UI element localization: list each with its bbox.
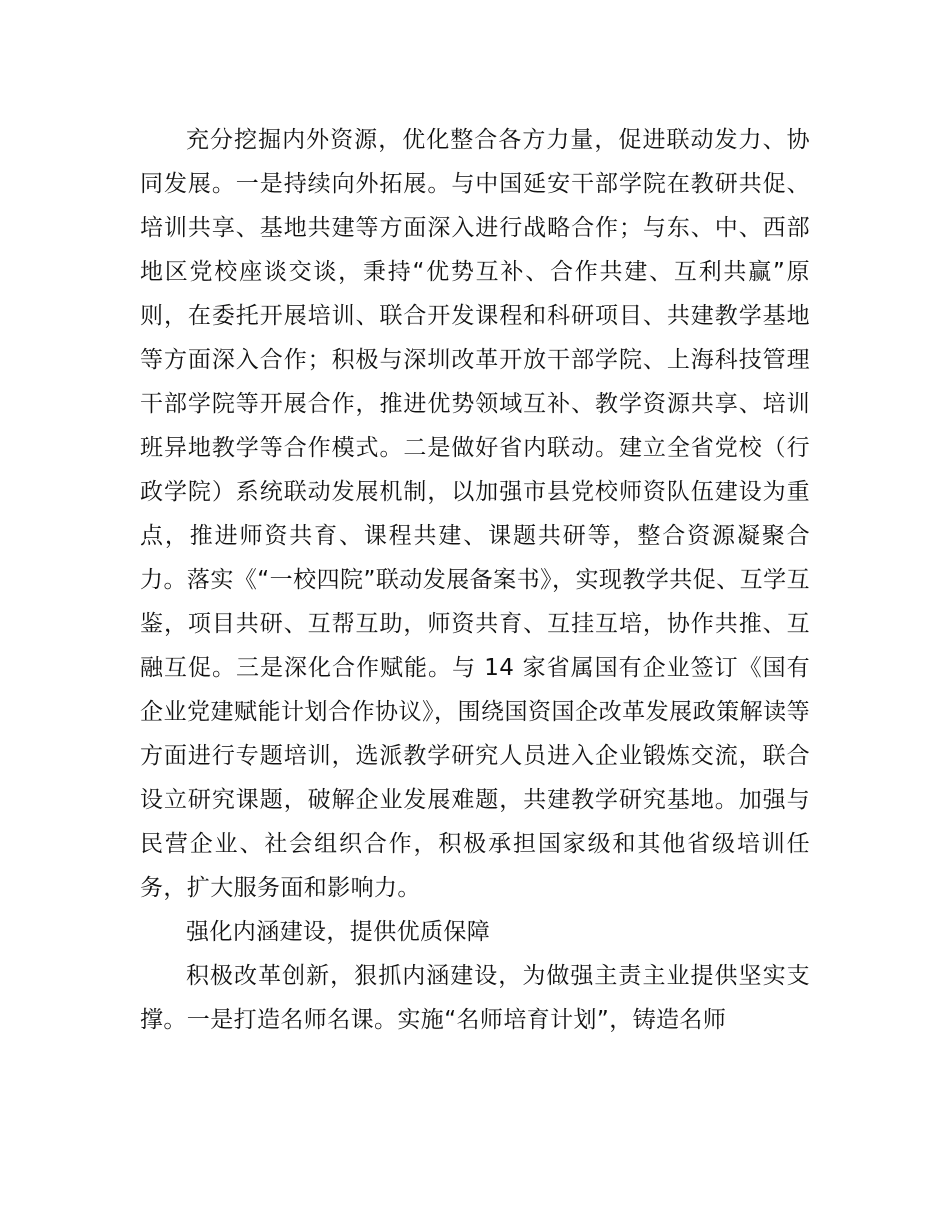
body-paragraph-1: 充分挖掘内外资源，优化整合各方力量，促进联动发力、协同发展。一是持续向外拓展。与中国延安干部学院在教研共促、培训共享、基地共建等方面深入进行战略合作；与东、中、西部地区党校座谈交谈，秉持“优势互补、合作共建、互利共赢”原则，在委托开展培训、联合开发课程和科研项目、共建教学基地等方面深入合作；积极与深圳改革开放干部学院、上海科技管理干部学院等开展合作，推进优势领域互补、教学资源共享、培训班异地教学等合作模式。二是做好省内联动。建立全省党校（行政学院）系统联动发展机制，以加强市县党校师资队伍建设为重点，推进师资共育、课程共建、课题共研等，整合资源凝聚合力。落实《“一校四院”联动发展备案书》，实现教学共促、互学互鉴，项目共研、互帮互助，师资共育、互挂互培，协作共推、互融互促。三是深化合作赋能。与 14 家省属国有企业签订《国有企业党建赋能计划合作协议》，围绕国资国企改革发展政策解读等方面进行专题培训，选派教学研究人员进入企业锻炼交流，联合设立研究课题，破解企业发展难题，共建教学研究基地。加强与民营企业、社会组织合作，积极承担国家级和其他省级培训任务，扩大服务面和影响力。 xyxy=(140,127,810,901)
document-body xyxy=(140,118,810,1042)
section-heading: 强化内涵建设，提供优质保障 xyxy=(186,919,491,945)
body-paragraph-2: 积极改革创新，狠抓内涵建设，为做强主责主业提供坚实支撑。一是打造名师名课。实施“名师培育计划”，铸造名师 xyxy=(140,963,810,1033)
